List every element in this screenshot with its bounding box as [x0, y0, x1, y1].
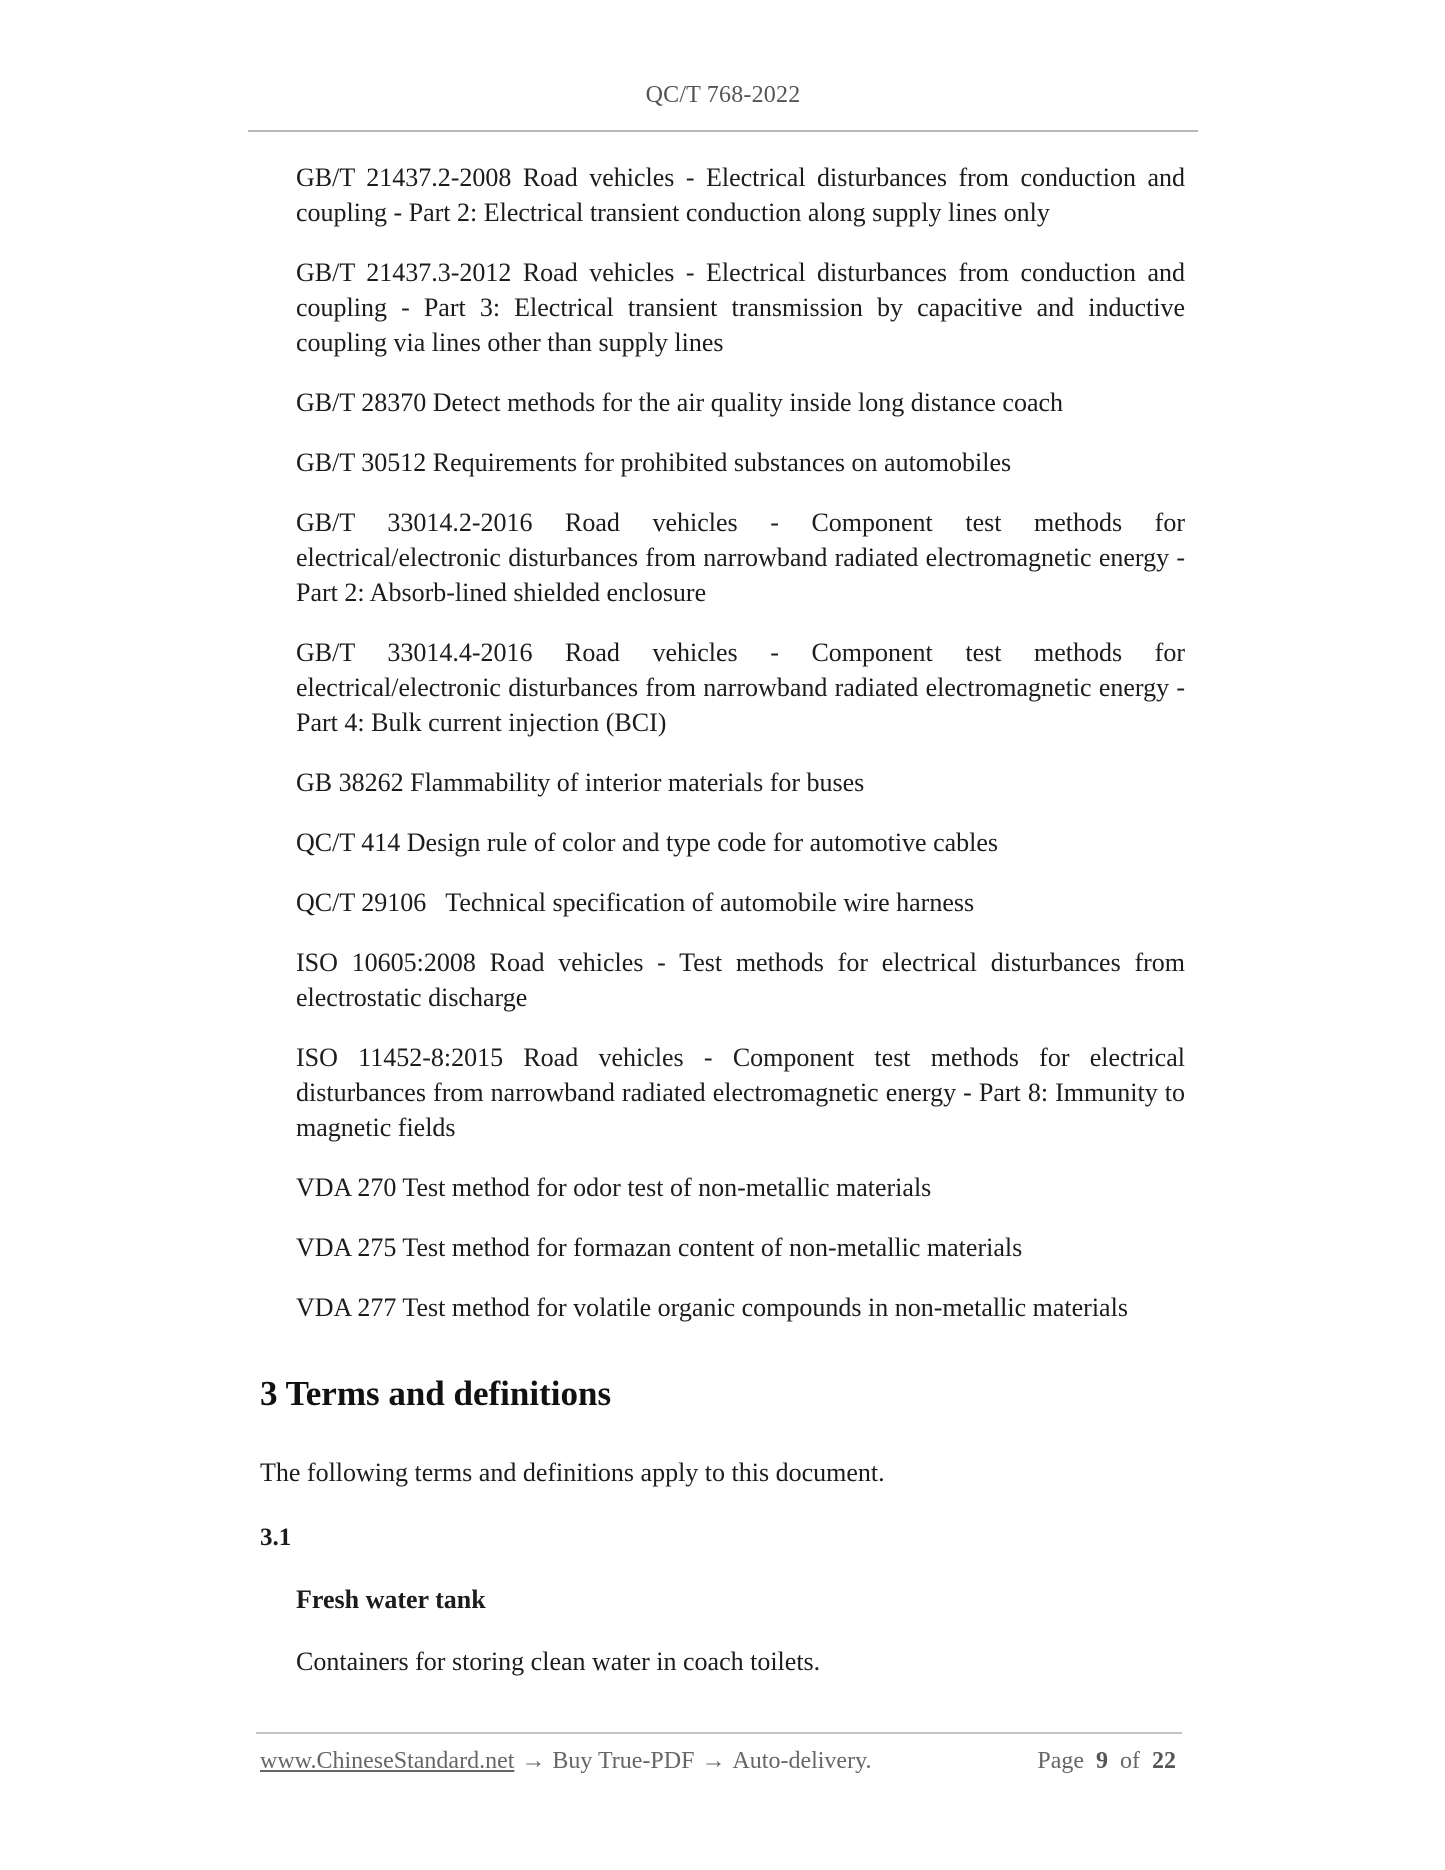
reference-item: ISO 10605:2008 Road vehicles - Test methods for electrical disturbances from electrostatic discharge	[296, 948, 1185, 1012]
footer-promo	[260, 1748, 872, 1775]
reference-item: VDA 275 Test method for formazan content of non-metallic materials	[296, 1233, 1023, 1262]
section-heading: 3 Terms and definitions	[260, 1374, 612, 1413]
section-intro: The following terms and definitions apply to this document.	[260, 1458, 885, 1487]
page-content	[260, 160, 1185, 1679]
website-link[interactable]: www.ChineseStandard.net	[260, 1748, 515, 1774]
page-label: Page	[1037, 1748, 1084, 1774]
reference-item: GB/T 21437.2-2008 Road vehicles - Electrical disturbances from conduction and coupling - Part 2: Electrical transient conduction along supply lines only	[296, 163, 1185, 227]
reference-item: GB/T 28370 Detect methods for the air quality inside long distance coach	[296, 388, 1064, 417]
reference-item: QC/T 29106 Technical specification of automobile wire harness	[296, 888, 975, 917]
reference-item: GB 38262 Flammability of interior materials for buses	[296, 768, 865, 797]
page-current: 9	[1096, 1748, 1108, 1774]
reference-item: GB/T 21437.3-2012 Road vehicles - Electrical disturbances from conduction and coupling - Part 3: Electrical transient transmission by capacitive and inductive coupling via lines other than supply lines	[296, 258, 1185, 357]
term-definition: Containers for storing clean water in coach toilets.	[296, 1647, 821, 1676]
arrow-right-icon: →	[521, 1748, 546, 1774]
footer-divider	[256, 1732, 1182, 1734]
clause-number: 3.1	[260, 1524, 292, 1551]
reference-item: GB/T 33014.4-2016 Road vehicles - Component test methods for electrical/electronic disturbances from narrowband radiated electromagnetic energy - Part 4: Bulk current injection (BCI)	[296, 638, 1185, 737]
reference-item: VDA 277 Test method for volatile organic compounds in non-metallic materials	[296, 1293, 1128, 1322]
of-label: of	[1120, 1748, 1140, 1774]
delivery-text: Auto-delivery.	[732, 1748, 872, 1774]
reference-item: VDA 270 Test method for odor test of non-metallic materials	[296, 1173, 932, 1202]
reference-item: ISO 11452-8:2015 Road vehicles - Component test methods for electrical disturbances from narrowband radiated electromagnetic energy - Part 8: Immunity to magnetic fields	[296, 1043, 1185, 1142]
reference-item: QC/T 414 Design rule of color and type code for automotive cables	[296, 828, 999, 857]
reference-item: GB/T 30512 Requirements for prohibited substances on automobiles	[296, 448, 1012, 477]
page-indicator	[1037, 1748, 1182, 1775]
arrow-right-icon: →	[701, 1748, 726, 1774]
buy-text: Buy True-PDF	[552, 1748, 695, 1774]
page-footer	[260, 1748, 1182, 1775]
page-total: 22	[1152, 1748, 1176, 1774]
term-title: Fresh water tank	[296, 1585, 486, 1614]
reference-item: GB/T 33014.2-2016 Road vehicles - Component test methods for electrical/electronic disturbances from narrowband radiated electromagnetic energy - Part 2: Absorb-lined shielded enclosure	[296, 508, 1185, 607]
header-divider	[248, 130, 1198, 132]
document-header: QC/T 768-2022	[645, 82, 801, 108]
normative-references-list	[260, 160, 1185, 1325]
